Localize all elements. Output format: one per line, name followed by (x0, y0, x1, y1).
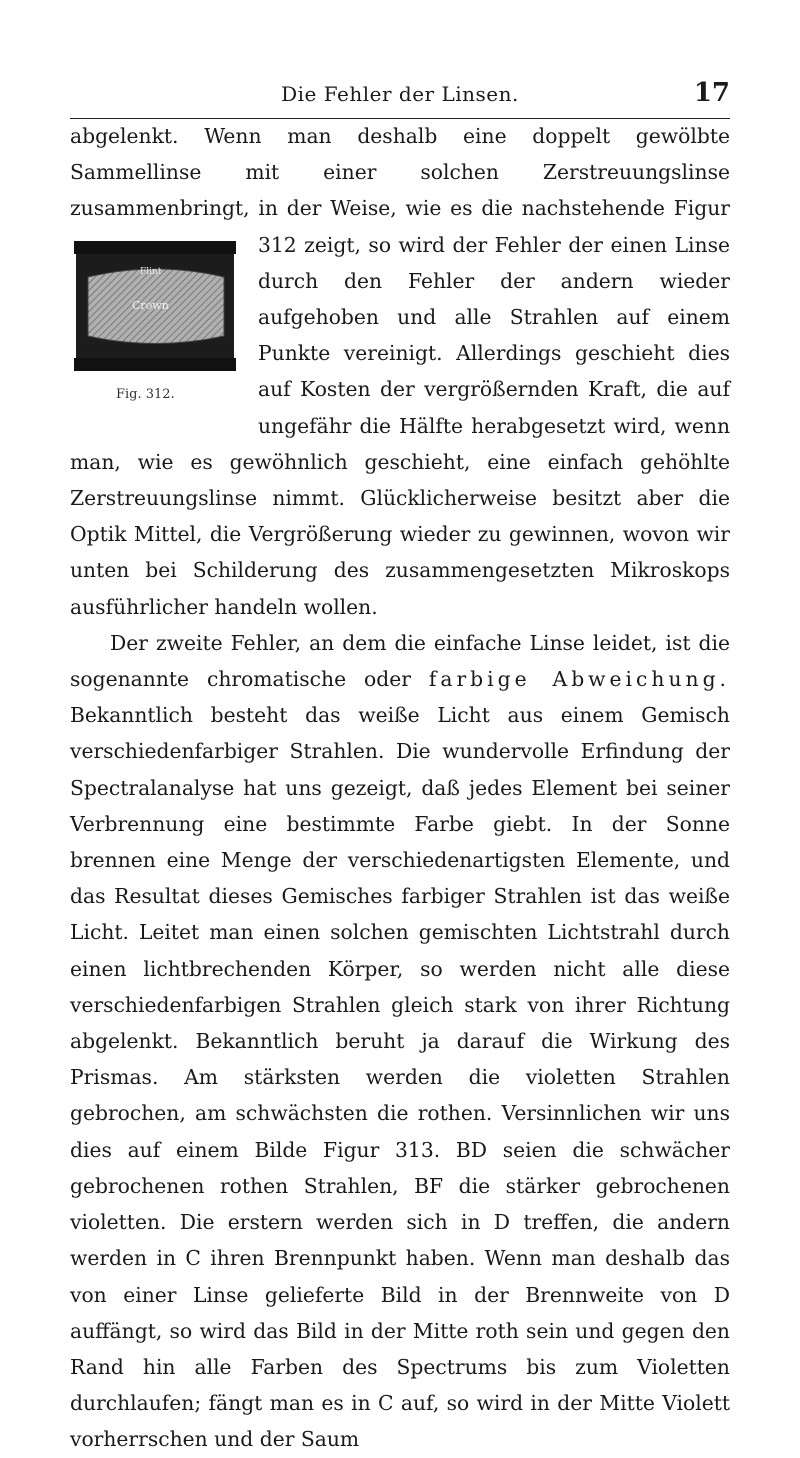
paragraph-2 (70, 625, 730, 1458)
bottom-bar (74, 358, 236, 371)
top-bar (74, 241, 236, 254)
emphasis-spaced-term: farbige Abweichung. (428, 667, 730, 692)
crown-label: Crown (132, 298, 169, 312)
figure-caption: Fig. 312. (116, 386, 175, 402)
page-header (70, 78, 730, 119)
figure-312 (70, 227, 240, 409)
paragraph-1 (70, 118, 730, 625)
paragraph-1-wrap: einen Linse durch den Fehler der andern wieder aufgehoben und alle Strahlen auf einem Punkte vereinigt. Allerdings geschieht dies auf Kosten der vergrößernden Kraft, die auf ungefähr die Hälfte herabgesetzt wird, wenn man, wie es gewöhnlich geschieht, eine einfach gehöhlte Zerstreuungslinse nimmt. Glücklicherweise besitzt aber die Optik Mittel, die Vergrößerung wieder zu gewinnen, wovon wir unten bei Schilderung des zusammengesetzten Mikroskops ausführlicher handeln wollen. (70, 232, 730, 619)
body-text (70, 118, 730, 1458)
achromatic-lens-illustration (74, 241, 236, 371)
flint-label: Flint (140, 266, 162, 277)
paragraph-1-lead: abgelenkt. Wenn man deshalb eine doppelt gewölbte Sammellinse mit einer solchen Zerstreuungslinse zusammenbringt, in der Weise, wie es die nachstehende Figur 312 zeigt, so wird der Fehler der (70, 124, 730, 257)
paragraph-2-after: Bekanntlich besteht das weiße Licht aus einem Gemisch verschiedenfarbiger Strahlen. Die wundervolle Erfindung der Spectralanalyse hat uns gezeigt, daß jedes Element bei seiner Verbrennung eine bestimmte Farbe giebt. In der Sonne brennen eine Menge der verschiedenartigsten Elemente, und das Resultat dieses Gemisches farbiger Strahlen ist das weiße Licht. Leitet man einen solchen gemischten Lichtstrahl durch einen lichtbrechenden Körper, so werden nicht alle diese verschiedenfarbigen Strahlen gleich stark von ihrer Richtung abgelenkt. Bekanntlich beruht ja darauf die Wirkung des Prismas. Am stärksten werden die violetten Strahlen gebrochen, am schwächsten die rothen. Versinnlichen wir uns dies auf einem Bilde Figur 313. BD seien die schwächer gebrochenen rothen Strahlen, BF die stärker gebrochenen violetten. Die erstern werden sich in D treffen, die andern werden in C ihren Brennpunkt haben. Wenn man deshalb das von einer Linse gelieferte Bild in der Brennweite von D auffängt, so wird das Bild in der Mitte roth sein und gegen den Rand hin alle Farben des Spectrums bis zum Violetten durchlaufen; fängt man es in C auf, so wird in der Mitte Violett vorherrschen und der Saum (70, 703, 730, 1452)
page-number: 17 (693, 78, 730, 108)
running-title: Die Fehler der Linsen. (281, 82, 519, 106)
paragraph-2-before: Der zweite Fehler, an dem die einfache Linse leidet, ist die sogenannte chromatische oder (70, 630, 730, 692)
